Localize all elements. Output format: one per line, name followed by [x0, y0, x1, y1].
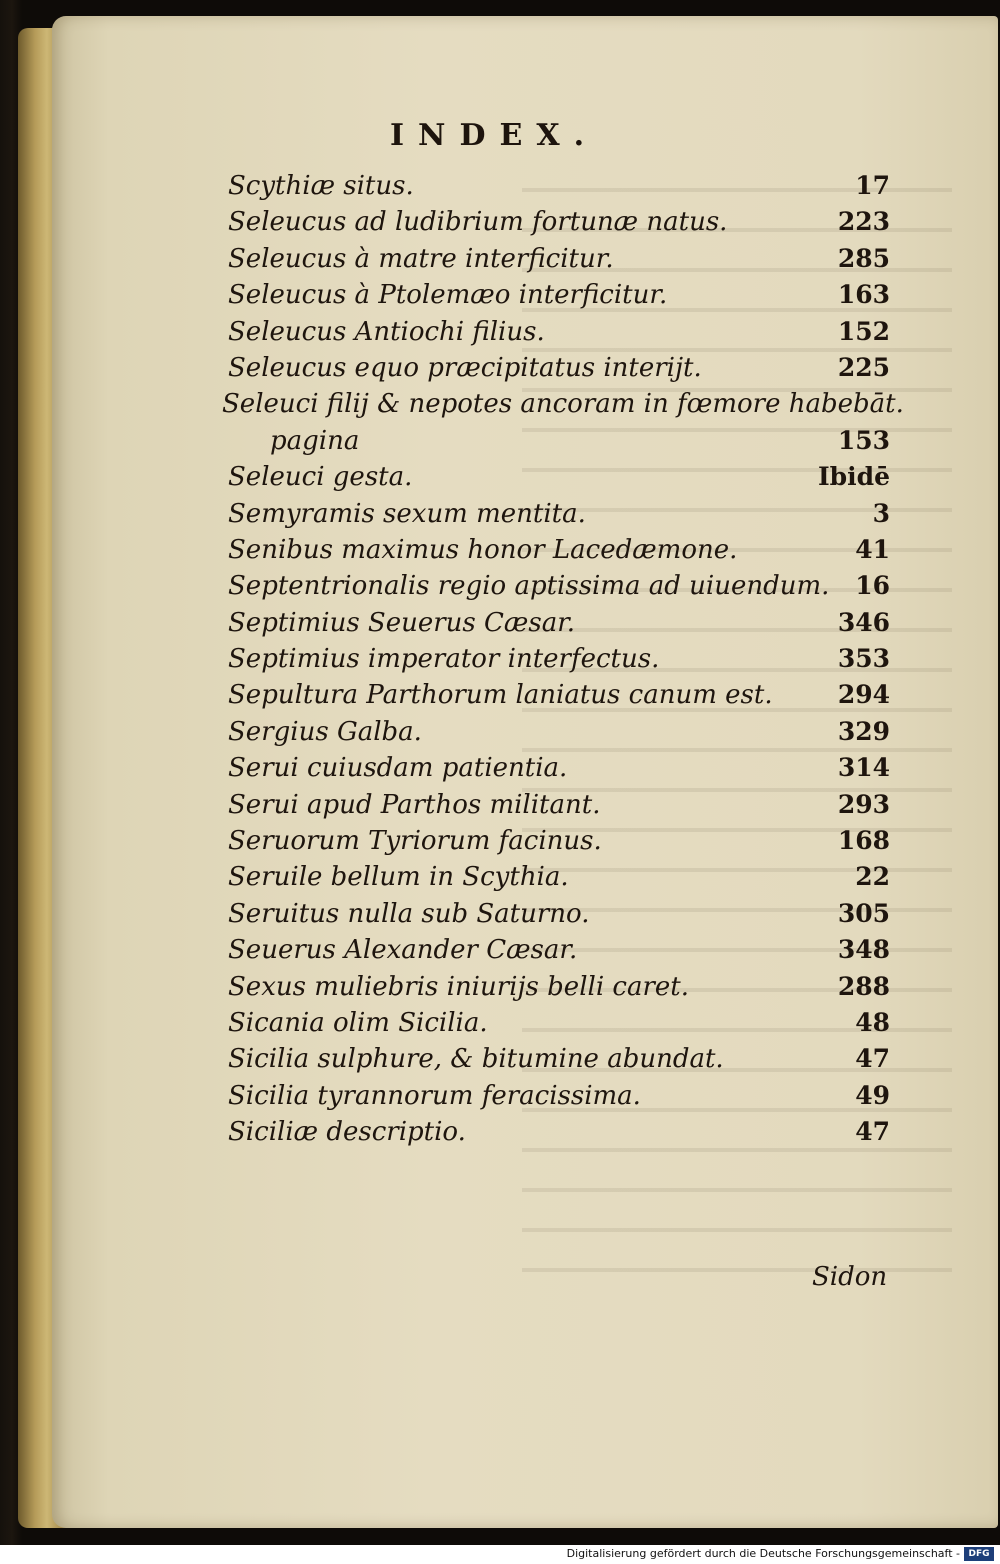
entry-text: Scythiæ situs. — [228, 171, 414, 201]
entry-page-number: 294 — [837, 680, 890, 710]
index-entry — [228, 277, 890, 313]
entry-text: Seleucus à matre interficitur. — [228, 243, 614, 274]
entry-page-number: 41 — [855, 534, 890, 564]
entry-text: Semyramis sexum mentita. — [228, 498, 586, 529]
index-entry — [228, 714, 890, 750]
index-entry — [228, 787, 890, 823]
entry-text: Seleuci filij & nepotes ancoram in fœmore habebāt. — [222, 389, 904, 420]
entry-page-number: Ibidē — [817, 462, 890, 492]
entry-text: Senibus maximus honor Lacedæmone. — [228, 534, 738, 565]
entry-page-number: 153 — [837, 425, 890, 455]
index-entry — [228, 568, 890, 604]
entry-page-number: 22 — [855, 862, 890, 892]
entry-text: Septimius Seuerus Cæsar. — [228, 607, 576, 638]
entry-text: pagina — [270, 425, 360, 456]
entry-text: Sexus muliebris iniurijs belli caret. — [228, 971, 689, 1002]
entry-text: Sicania olim Sicilia. — [228, 1007, 488, 1038]
index-entry — [228, 168, 890, 204]
entry-text: Seleucus ad ludibrium fortunæ natus. — [228, 207, 728, 238]
index-entry — [228, 677, 890, 713]
index-entry — [228, 750, 890, 786]
entry-text: Seuerus Alexander Cæsar. — [228, 935, 578, 966]
index-entry — [228, 1041, 890, 1077]
index-entry — [228, 204, 890, 240]
entry-text: Sergius Galba. — [228, 716, 422, 747]
index-entry — [228, 641, 890, 677]
index-entry — [228, 1078, 890, 1114]
index-entry — [222, 386, 904, 422]
entry-text: Seleucus Antiochi filius. — [228, 316, 545, 347]
entry-text: Seleucus equo præcipitatus interijt. — [228, 352, 702, 383]
entry-page-number: 47 — [855, 1117, 890, 1147]
index-entry — [228, 459, 890, 495]
index-entry-continuation — [228, 423, 890, 459]
entry-text: Seruile bellum in Scythia. — [228, 862, 569, 893]
index-entry — [228, 532, 890, 568]
entry-text: Serui apud Parthos militant. — [228, 789, 601, 820]
entry-page-number: 223 — [837, 207, 890, 237]
entry-page-number: 288 — [837, 971, 890, 1001]
index-entry — [228, 241, 890, 277]
entry-page-number: 329 — [837, 716, 890, 746]
index-entry — [228, 896, 890, 932]
index-entry — [228, 1005, 890, 1041]
entry-page-number: 48 — [855, 1007, 890, 1037]
funding-credit: Digitalisierung gefördert durch die Deutsche Forschungsgemeinschaft - — [566, 1547, 960, 1560]
entry-text: Sepultura Parthorum laniatus canum est. — [228, 680, 773, 711]
entry-page-number: 49 — [855, 1080, 890, 1110]
index-list — [222, 168, 904, 1151]
entry-page-number: 353 — [837, 644, 890, 674]
entry-text: Sicilia tyrannorum feracissima. — [228, 1080, 641, 1111]
entry-page-number: 225 — [837, 352, 890, 382]
entry-page-number: 16 — [855, 571, 890, 601]
entry-text: Septimius imperator interfectus. — [228, 644, 660, 675]
entry-page-number: 285 — [837, 243, 890, 273]
entry-text: Siciliæ descriptio. — [228, 1117, 466, 1148]
page-header: INDEX. — [390, 118, 599, 153]
dfg-logo: DFG — [964, 1547, 994, 1561]
entry-page-number: 17 — [855, 171, 890, 200]
entry-page-number: 305 — [837, 898, 890, 928]
entry-text: Seleuci gesta. — [228, 462, 413, 493]
entry-page-number: 47 — [855, 1044, 890, 1074]
index-entry — [228, 496, 890, 532]
entry-text: Seruitus nulla sub Saturno. — [228, 898, 590, 929]
digitization-footer — [0, 1545, 1000, 1564]
entry-page-number: 3 — [872, 498, 890, 528]
entry-page-number: 348 — [837, 935, 890, 965]
entry-text: Seruorum Tyriorum facinus. — [228, 826, 602, 857]
entry-text: Serui cuiusdam patientia. — [228, 753, 568, 784]
index-entry — [228, 350, 890, 386]
entry-page-number: 293 — [837, 789, 890, 819]
entry-page-number: 163 — [837, 280, 890, 310]
entry-page-number: 152 — [837, 316, 890, 346]
index-entry — [228, 823, 890, 859]
entry-text: Seleucus à Ptolemæo interficitur. — [228, 280, 668, 311]
entry-page-number: 314 — [837, 753, 890, 783]
entry-page-number: 346 — [837, 607, 890, 637]
entry-page-number: 168 — [837, 826, 890, 856]
index-entry — [228, 1114, 890, 1150]
catchword: Sidon — [812, 1262, 888, 1292]
index-entry — [228, 859, 890, 895]
entry-text: Sicilia sulphure, & bitumine abundat. — [228, 1044, 724, 1075]
index-entry — [228, 605, 890, 641]
index-entry — [228, 314, 890, 350]
index-entry — [228, 932, 890, 968]
entry-text: Septentrionalis regio aptissima ad uiuendum. — [228, 571, 830, 602]
index-entry — [228, 969, 890, 1005]
